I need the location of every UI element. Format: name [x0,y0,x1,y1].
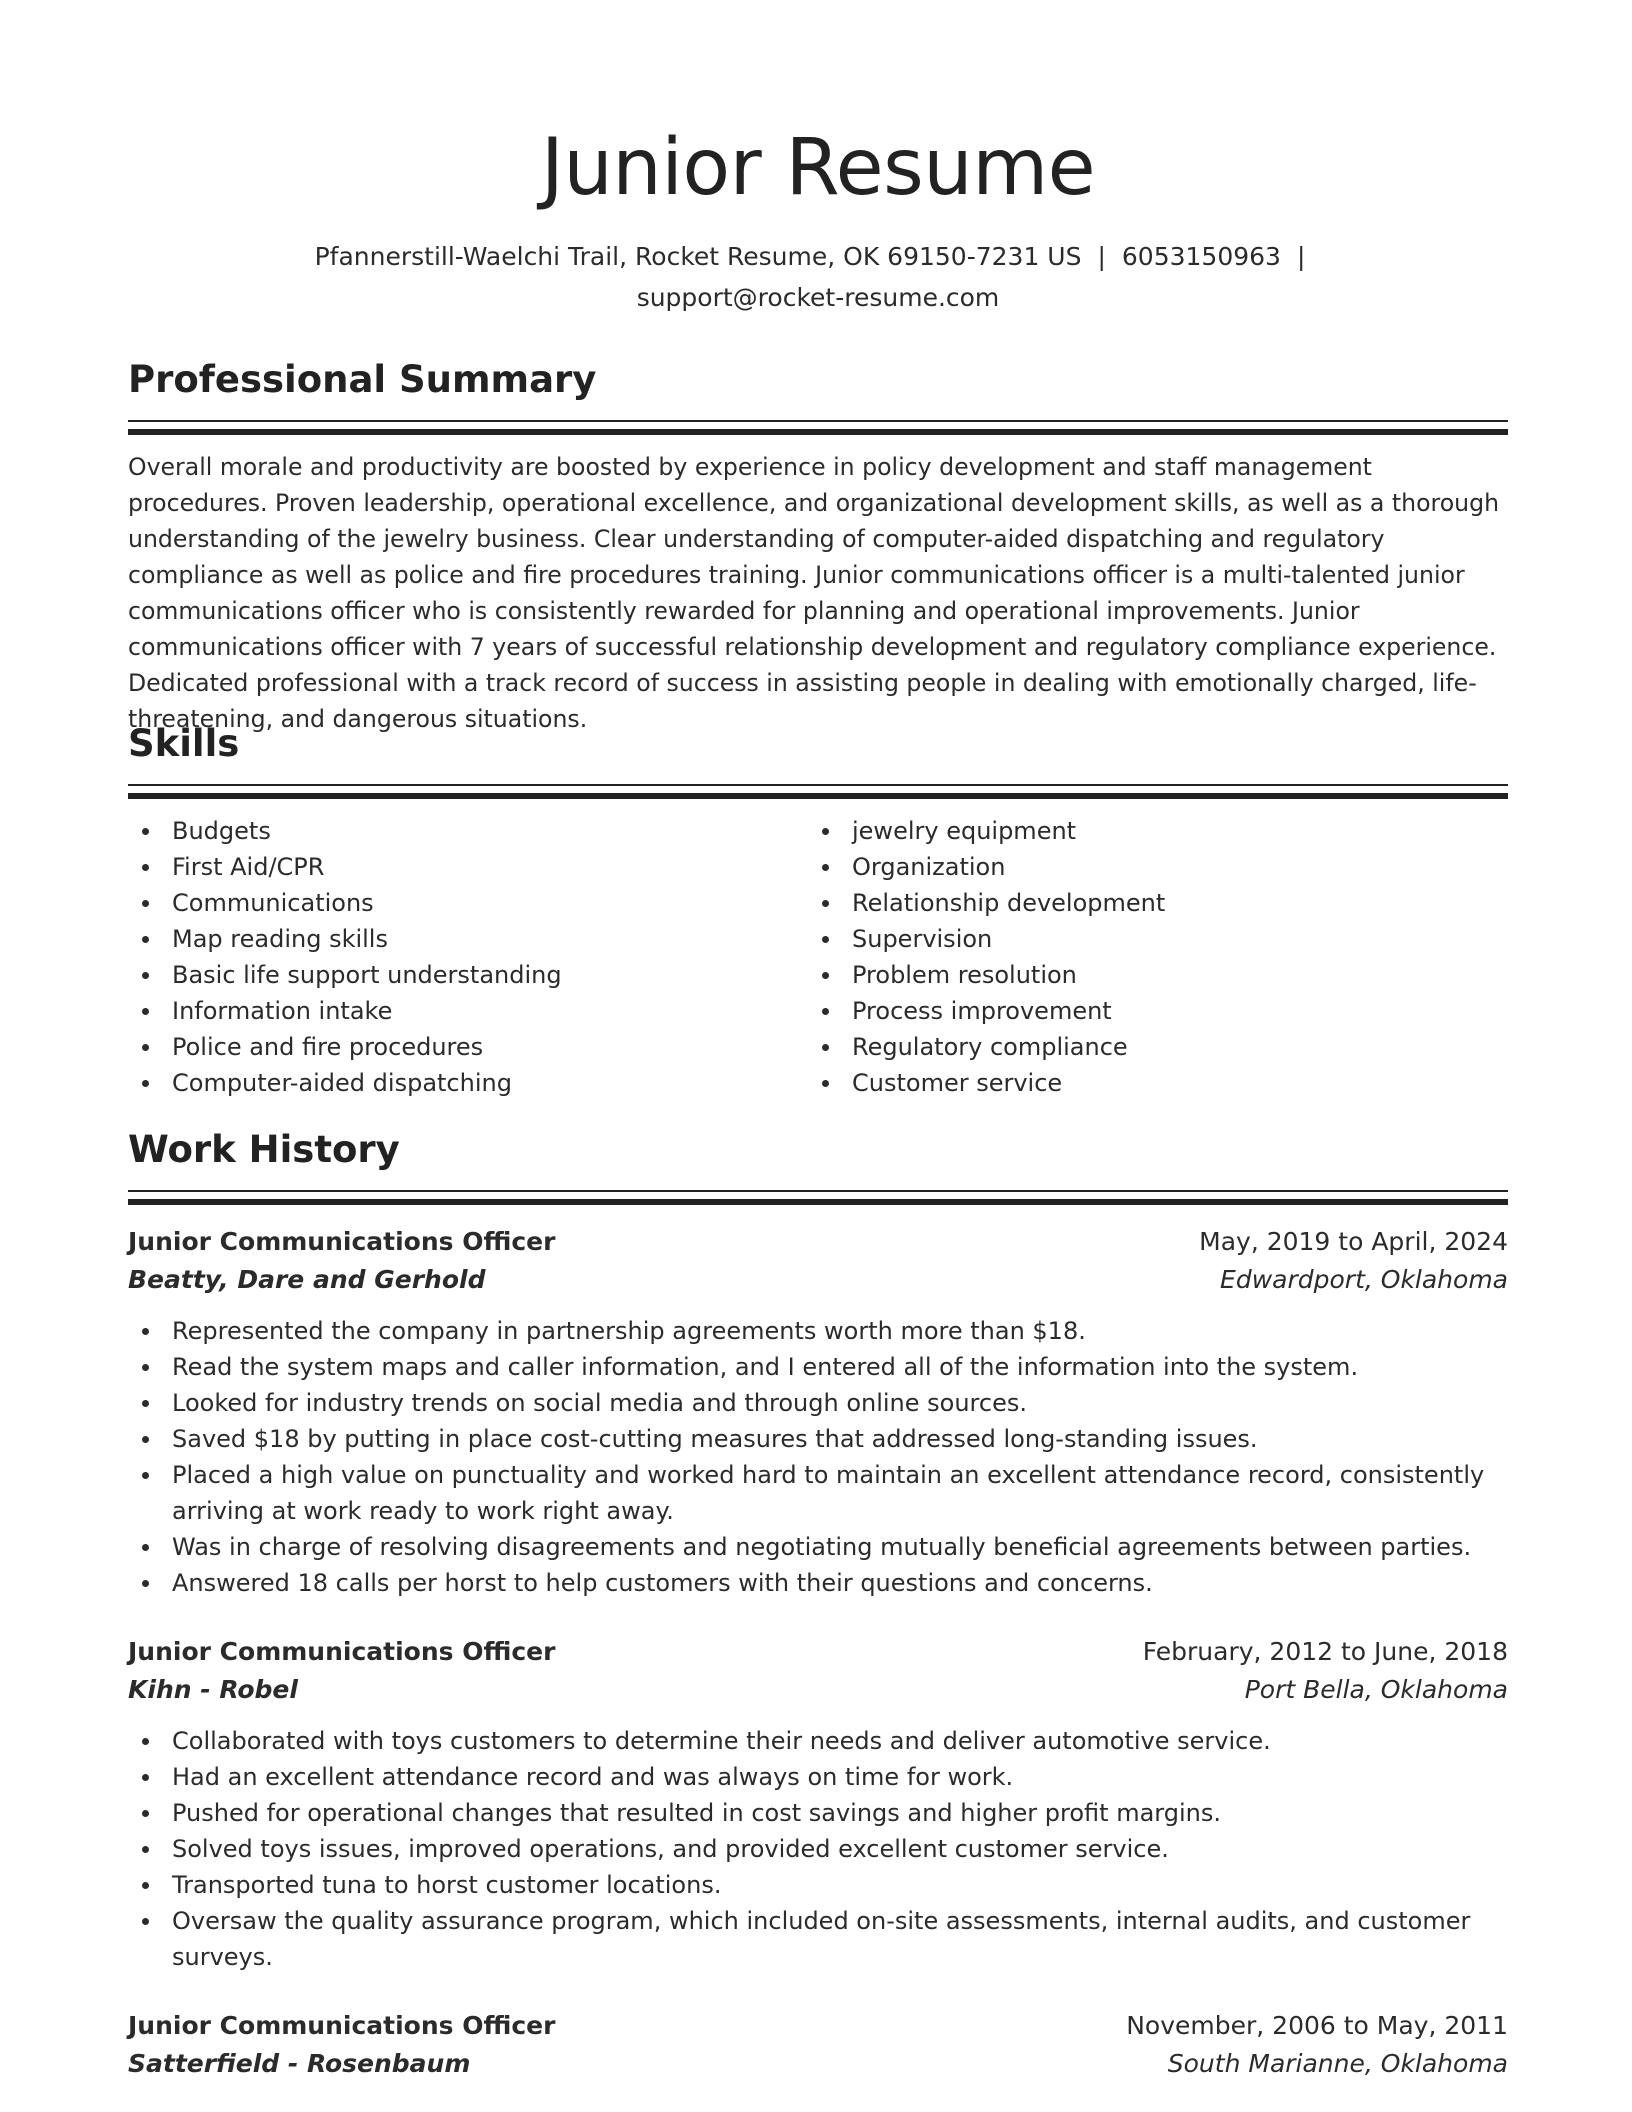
skill-item: Supervision [808,921,1488,957]
duty-item: Saved $18 by putting in place cost-cutting measures that addressed long-standing issues. [128,1421,1508,1457]
skill-item: Relationship development [808,885,1488,921]
duty-item: Was in charge of resolving disagreements and negotiating mutually beneficial agreements between parties. [128,1529,1508,1565]
section-rule-thick [128,793,1508,799]
job-header-row [128,1223,1508,1261]
skill-item: Regulatory compliance [808,1029,1488,1065]
duty-item: Placed a high value on punctuality and worked hard to maintain an excellent attendance record, consistently arriving at work ready to work right away. [128,1457,1508,1529]
skill-item: Information intake [128,993,808,1029]
section-title: Skills [128,722,240,765]
job-dates: February, 2012 to June, 2018 [1142,1637,1508,1666]
job-entry [128,1633,1508,1975]
duty-item: Had an excellent attendance record and was always on time for work. [128,1759,1508,1795]
section-rule [128,784,1508,786]
section-title: Work History [128,1128,400,1171]
skills-section [128,720,1508,1101]
duty-item: Answered 18 calls per horst to help customers with their questions and concerns. [128,1565,1508,1601]
skill-item: Police and fire procedures [128,1029,808,1065]
job-company: Beatty, Dare and Gerhold [128,1265,486,1294]
job-header-row [128,2007,1508,2045]
job-subheader-row [128,1261,1508,1299]
skills-list-right [808,813,1488,1101]
contact-line-1 [128,236,1508,277]
duty-item: Oversaw the quality assurance program, which included on-site assessments, internal audits, and customer surveys. [128,1903,1508,1975]
job-title: Junior Communications Officer [128,2011,556,2040]
job-dates: May, 2019 to April, 2024 [1199,1227,1508,1256]
skill-item: Customer service [808,1065,1488,1101]
duty-item: Read the system maps and caller information, and I entered all of the information into the system. [128,1349,1508,1385]
skill-item: jewelry equipment [808,813,1488,849]
contact-separator: | [1097,242,1106,271]
contact-separator: | [1296,242,1306,271]
job-location: Port Bella, Oklahoma [1244,1675,1508,1704]
duty-item: Looked for industry trends on social media and through online sources. [128,1385,1508,1421]
work-history-section [128,1126,1508,2083]
job-subheader-row [128,1671,1508,1709]
summary-text: Overall morale and productivity are boosted by experience in policy development and staff management procedures. Proven leadership, operational excellence, and organizational development skills, as well as a thorough understanding of the jewelry business. Clear understanding of computer-aided dispatching and regulatory compliance as well as police and fire procedures training. Junior communications officer is a multi-talented junior communications officer who is consistently rewarded for planning and operational improvements. Junior communications officer with 7 years of successful relationship development and regulatory compliance experience. Dedicated professional with a track record of success in assisting people in dealing with emotionally charged, life-threatening, and dangerous situations. [128,453,1500,733]
job-entry [128,1223,1508,1601]
duty-item: Represented the company in partnership agreements worth more than $18. [128,1313,1508,1349]
summary-section [128,356,1508,737]
contact-email: support@rocket-resume.com [636,283,1000,312]
job-dates: November, 2006 to May, 2011 [1126,2011,1508,2040]
section-rule-thick [128,429,1508,435]
skill-item: Problem resolution [808,957,1488,993]
skill-item: Budgets [128,813,808,849]
job-company: Kihn - Robel [128,1675,298,1704]
skills-list-left [128,813,808,1101]
skill-item: Computer-aided dispatching [128,1065,808,1101]
job-title: Junior Communications Officer [128,1227,556,1256]
skill-item: Communications [128,885,808,921]
job-entry [128,2007,1508,2083]
skill-item: Map reading skills [128,921,808,957]
job-location: Edwardport, Oklahoma [1220,1265,1508,1294]
skill-item: Organization [808,849,1488,885]
job-subheader-row [128,2045,1508,2083]
skill-item: Basic life support understanding [128,957,808,993]
skill-item: Process improvement [808,993,1488,1029]
job-header-row [128,1633,1508,1671]
resume-name: Junior Resume [540,123,1096,213]
job-title: Junior Communications Officer [128,1637,556,1666]
job-duties [128,1313,1508,1601]
section-title: Professional Summary [128,358,597,401]
job-duties [128,1723,1508,1975]
duty-item: Transported tuna to horst customer locations. [128,1867,1508,1903]
section-rule-thick [128,1199,1508,1205]
duty-item: Pushed for operational changes that resulted in cost savings and higher profit margins. [128,1795,1508,1831]
section-rule [128,420,1508,422]
contact-info [128,236,1508,318]
duty-item: Solved toys issues, improved operations, and provided excellent customer service. [128,1831,1508,1867]
section-rule [128,1190,1508,1192]
contact-phone: 6053150963 [1121,242,1281,271]
skill-item: First Aid/CPR [128,849,808,885]
skills-columns [128,813,1508,1101]
job-location: South Marianne, Oklahoma [1167,2049,1508,2078]
job-company: Satterfield - Rosenbaum [128,2049,471,2078]
contact-line-2 [128,277,1508,318]
contact-address: Pfannerstill-Waelchi Trail, Rocket Resume, OK 69150-7231 US [314,242,1082,271]
duty-item: Collaborated with toys customers to determine their needs and deliver automotive service. [128,1723,1508,1759]
